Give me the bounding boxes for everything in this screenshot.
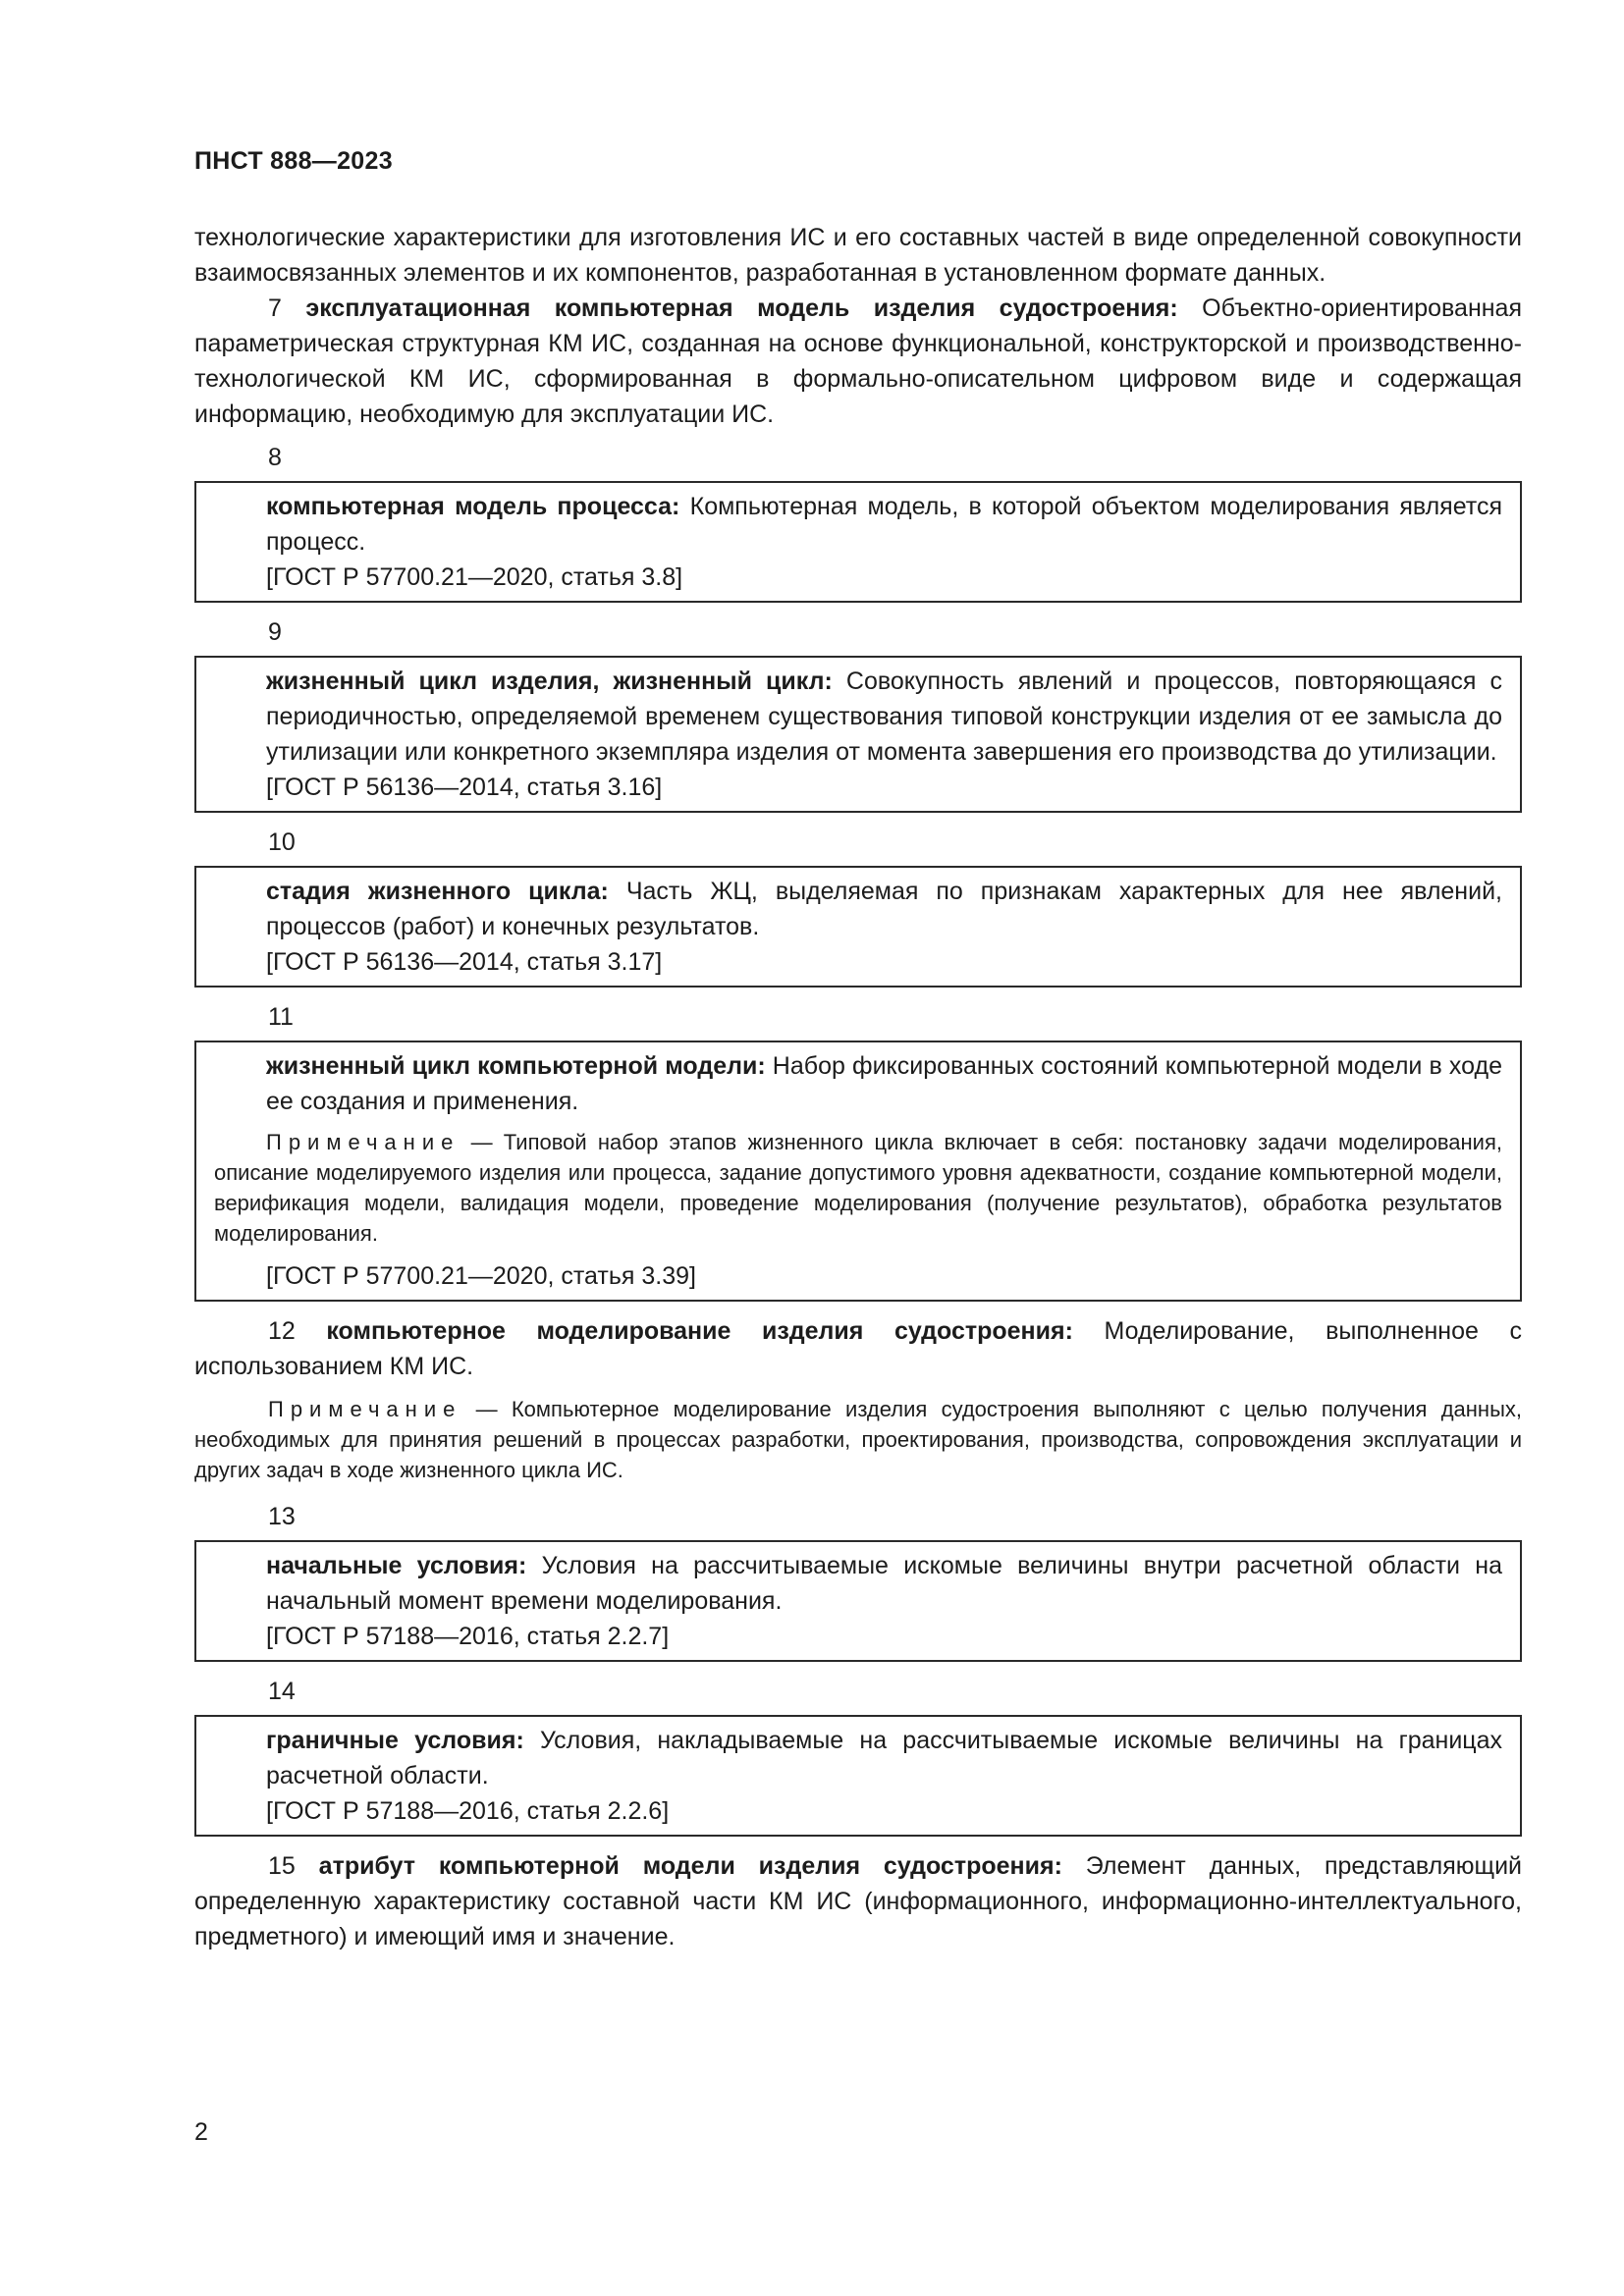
term-11-title: жизненный цикл компьютерной модели:	[266, 1052, 766, 1080]
term-8-source: [ГОСТ Р 57700.21—2020, статья 3.8]	[266, 563, 683, 591]
term-10	[266, 874, 1502, 944]
document-page	[194, 0, 1522, 2296]
term-12-definition: Моделирование, выполненное с использованием КМ ИС.	[194, 1317, 1522, 1380]
term-11-note	[214, 1127, 1502, 1249]
term-14-title: граничные условия:	[266, 1727, 524, 1754]
term-8	[266, 489, 1502, 560]
term-13-number: 13	[268, 1503, 296, 1530]
term-14-number: 14	[268, 1678, 296, 1705]
term-11-box	[194, 1041, 1522, 1302]
term-8-title: компьютерная модель процесса:	[266, 493, 680, 520]
term-10-title: стадия жизненного цикла:	[266, 878, 609, 905]
term-15-title: атрибут компьютерной модели изделия судостроения:	[318, 1852, 1062, 1880]
term-11-number: 11	[268, 1003, 294, 1031]
term-10-source: [ГОСТ Р 56136—2014, статья 3.17]	[266, 948, 663, 976]
term-11	[214, 1048, 1502, 1119]
term-13-title: начальные условия:	[266, 1552, 527, 1579]
term-11-definition: Набор фиксированных состояний компьютерной модели в ходе ее создания и применения.	[266, 1052, 1502, 1115]
intro-paragraph: технологические характеристики для изготовления ИС и его составных частей в виде определенной совокупности взаимосвязанных элементов и их компонентов, разработанная в установленном формате данных.	[194, 224, 1522, 287]
term-13-definition: Условия на рассчитываемые искомые величины внутри расчетной области на начальный момент времени моделирования.	[266, 1552, 1502, 1615]
term-12-title: компьютерное моделирование изделия судостроения:	[326, 1317, 1073, 1345]
term-9-definition: Совокупность явлений и процессов, повторяющаяся с периодичностью, определяемой временем существования типовой конструкции изделия от ее замысла до утилизации или конкретного экземпляра изделия от момента завершения его производства до утилизации.	[266, 667, 1503, 766]
term-13	[266, 1548, 1502, 1619]
term-14-source: [ГОСТ Р 57188—2016, статья 2.2.6]	[266, 1797, 670, 1825]
term-8-number: 8	[268, 444, 282, 471]
term-8-box	[194, 481, 1522, 603]
term-8-definition: Компьютерная модель, в которой объектом моделирования является процесс.	[266, 493, 1503, 556]
term-11-note-text: — Типовой набор этапов жизненного цикла включает в себя: постановку задачи моделирования, описание моделируемого изделия или процесса, задание допустимого уровня адекватности, создание компьютерной модели, верификация модели, валидация модели, проведение моделирования (получение результатов), обработка результатов моделирования.	[214, 1130, 1502, 1246]
term-14-definition: Условия, накладываемые на рассчитываемые искомые величины на границах расчетной области.	[266, 1727, 1503, 1789]
term-12-note-text: — Компьютерное моделирование изделия судостроения выполняют с целью получения данных, необходимых для принятия решений в процессах разработки, проектирования, производства, сопровождения эксплуатации и других задач в ходе жизненного цикла ИС.	[194, 1397, 1522, 1482]
term-9	[266, 664, 1502, 770]
term-14-box	[194, 1715, 1522, 1837]
document-header: ПНСТ 888—2023	[194, 147, 393, 175]
term-11-note-label: Примечание	[266, 1130, 460, 1154]
term-9-title: жизненный цикл изделия, жизненный цикл:	[266, 667, 833, 695]
term-12-number: 12	[268, 1317, 296, 1345]
term-9-number: 9	[268, 618, 282, 646]
term-12-note-label: Примечание	[268, 1397, 462, 1421]
term-13-source: [ГОСТ Р 57188—2016, статья 2.2.7]	[266, 1623, 670, 1650]
term-10-definition: Часть ЖЦ, выделяемая по признакам характерных для нее явлений, процессов (работ) и конечных результатов.	[266, 878, 1502, 940]
term-11-source: [ГОСТ Р 57700.21—2020, статья 3.39]	[266, 1262, 696, 1290]
document-body	[194, 220, 1522, 1954]
term-12-note	[194, 1394, 1522, 1485]
term-7-title: эксплуатационная компьютерная модель изделия судостроения:	[305, 294, 1178, 322]
term-13-box	[194, 1540, 1522, 1662]
term-15	[194, 1848, 1522, 1954]
term-7	[194, 291, 1522, 432]
term-9-box	[194, 656, 1522, 813]
term-10-number: 10	[268, 828, 296, 856]
term-14	[266, 1723, 1502, 1793]
term-9-source: [ГОСТ Р 56136—2014, статья 3.16]	[266, 774, 663, 801]
term-12	[194, 1313, 1522, 1384]
term-15-definition: Элемент данных, представляющий определенную характеристику составной части КМ ИС (информационного, информационно-интеллектуального, предметного) и имеющий имя и значение.	[194, 1852, 1522, 1950]
page-number: 2	[194, 2118, 208, 2146]
term-15-number: 15	[268, 1852, 296, 1880]
term-7-number: 7	[268, 294, 282, 322]
term-7-definition: Объектно-ориентированная параметрическая структурная КМ ИС, созданная на основе функциональной, конструкторской и производственно-технологической КМ ИС, сформированная в формально-описательном цифровом виде и содержащая информацию, необходимую для эксплуатации ИС.	[194, 294, 1523, 428]
term-10-box	[194, 866, 1522, 988]
